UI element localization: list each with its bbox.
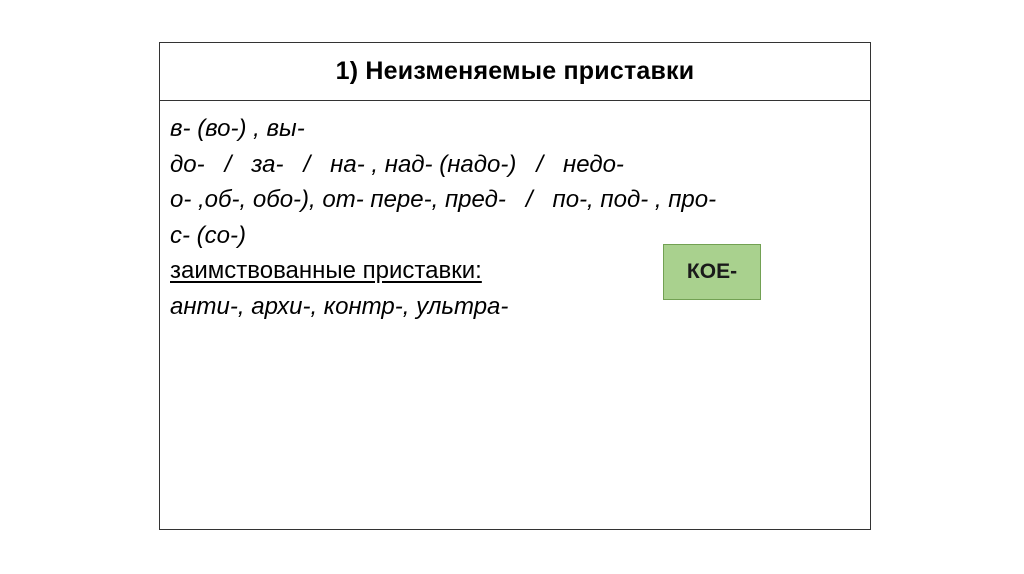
- prefix-line-2: до- / за- / на- , над- (надо-) / недо-: [170, 150, 624, 178]
- prefix-line-1: в- (во-) , вы-: [170, 115, 305, 142]
- borrowed-prefixes-heading: заимствованные приставки:: [170, 257, 482, 284]
- borrowed-prefixes-list: анти-, архи-, контр-, ультра-: [170, 292, 509, 320]
- table-title: 1) Неизменяемые приставки: [160, 43, 870, 101]
- prefix-line-4: с- (со-): [170, 221, 246, 249]
- koe-badge: КОЕ-: [663, 244, 761, 300]
- prefix-table: [159, 42, 871, 530]
- prefix-line-3: о- ,об-, обо-), от- пере-, пред- / по-, под- , про-: [170, 186, 717, 213]
